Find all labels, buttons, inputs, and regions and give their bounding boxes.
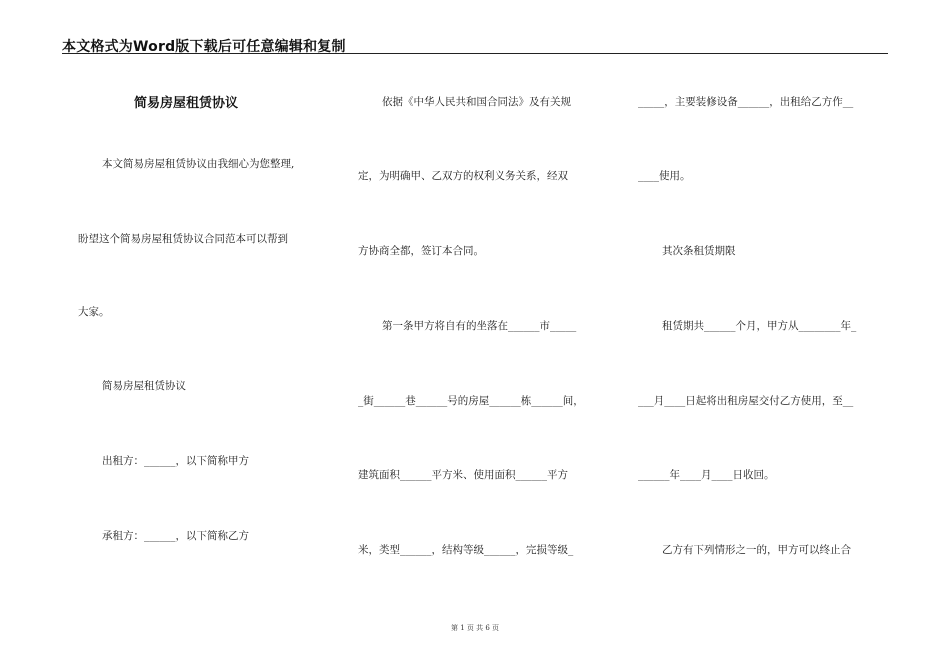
col1-line-4: 简易房屋租赁协议 — [102, 380, 186, 392]
col3-line-2: ____使用。 — [638, 170, 691, 182]
document-title: 简易房屋租赁协议 — [134, 96, 239, 111]
col2-line-3: 方协商全都，签订本合同。 — [358, 245, 484, 257]
col3-line-3: 其次条租赁期限 — [662, 245, 736, 257]
col2-line-2: 定，为明确甲、乙双方的权利义务关系，经双 — [358, 170, 568, 182]
col2-line-1: 依据《中华人民共和国合同法》及有关规 — [382, 96, 571, 108]
header-title: 本文格式为Word版下载后可任意编辑和复制 — [62, 39, 346, 55]
col2-line-4: 第一条甲方将自有的坐落在______市_____ — [382, 320, 577, 332]
col1-line-5: 出租方：______，以下简称甲方 — [102, 455, 249, 467]
header-rule — [62, 53, 888, 54]
page-footer: 第 1 页 共 6 页 — [450, 624, 500, 632]
col3-line-6: ______年____月____日收回。 — [638, 469, 775, 481]
col1-line-2: 盼望这个简易房屋租赁协议合同范本可以帮到 — [78, 233, 288, 245]
col3-line-4: 租赁期共______个月，甲方从________年_ — [662, 320, 857, 332]
col1-line-6: 承租方：______，以下简称乙方 — [102, 530, 249, 542]
col2-line-6: 建筑面积______平方米、使用面积______平方 — [358, 469, 568, 481]
col2-line-5: _街______巷______号的房屋______栋______间， — [358, 395, 584, 407]
col2-line-7: 米，类型______，结构等级______，完损等级_ — [358, 544, 574, 556]
col3-line-1: _____，主要装修设备______，出租给乙方作__ — [638, 96, 854, 108]
col1-line-3: 大家。 — [78, 306, 110, 318]
col3-line-5: ___月____日起将出租房屋交付乙方使用，至__ — [638, 395, 854, 407]
col3-line-7: 乙方有下列情形之一的，甲方可以终止合 — [662, 544, 851, 556]
col1-line-1: 本文简易房屋租赁协议由我细心为您整理, — [102, 158, 295, 170]
